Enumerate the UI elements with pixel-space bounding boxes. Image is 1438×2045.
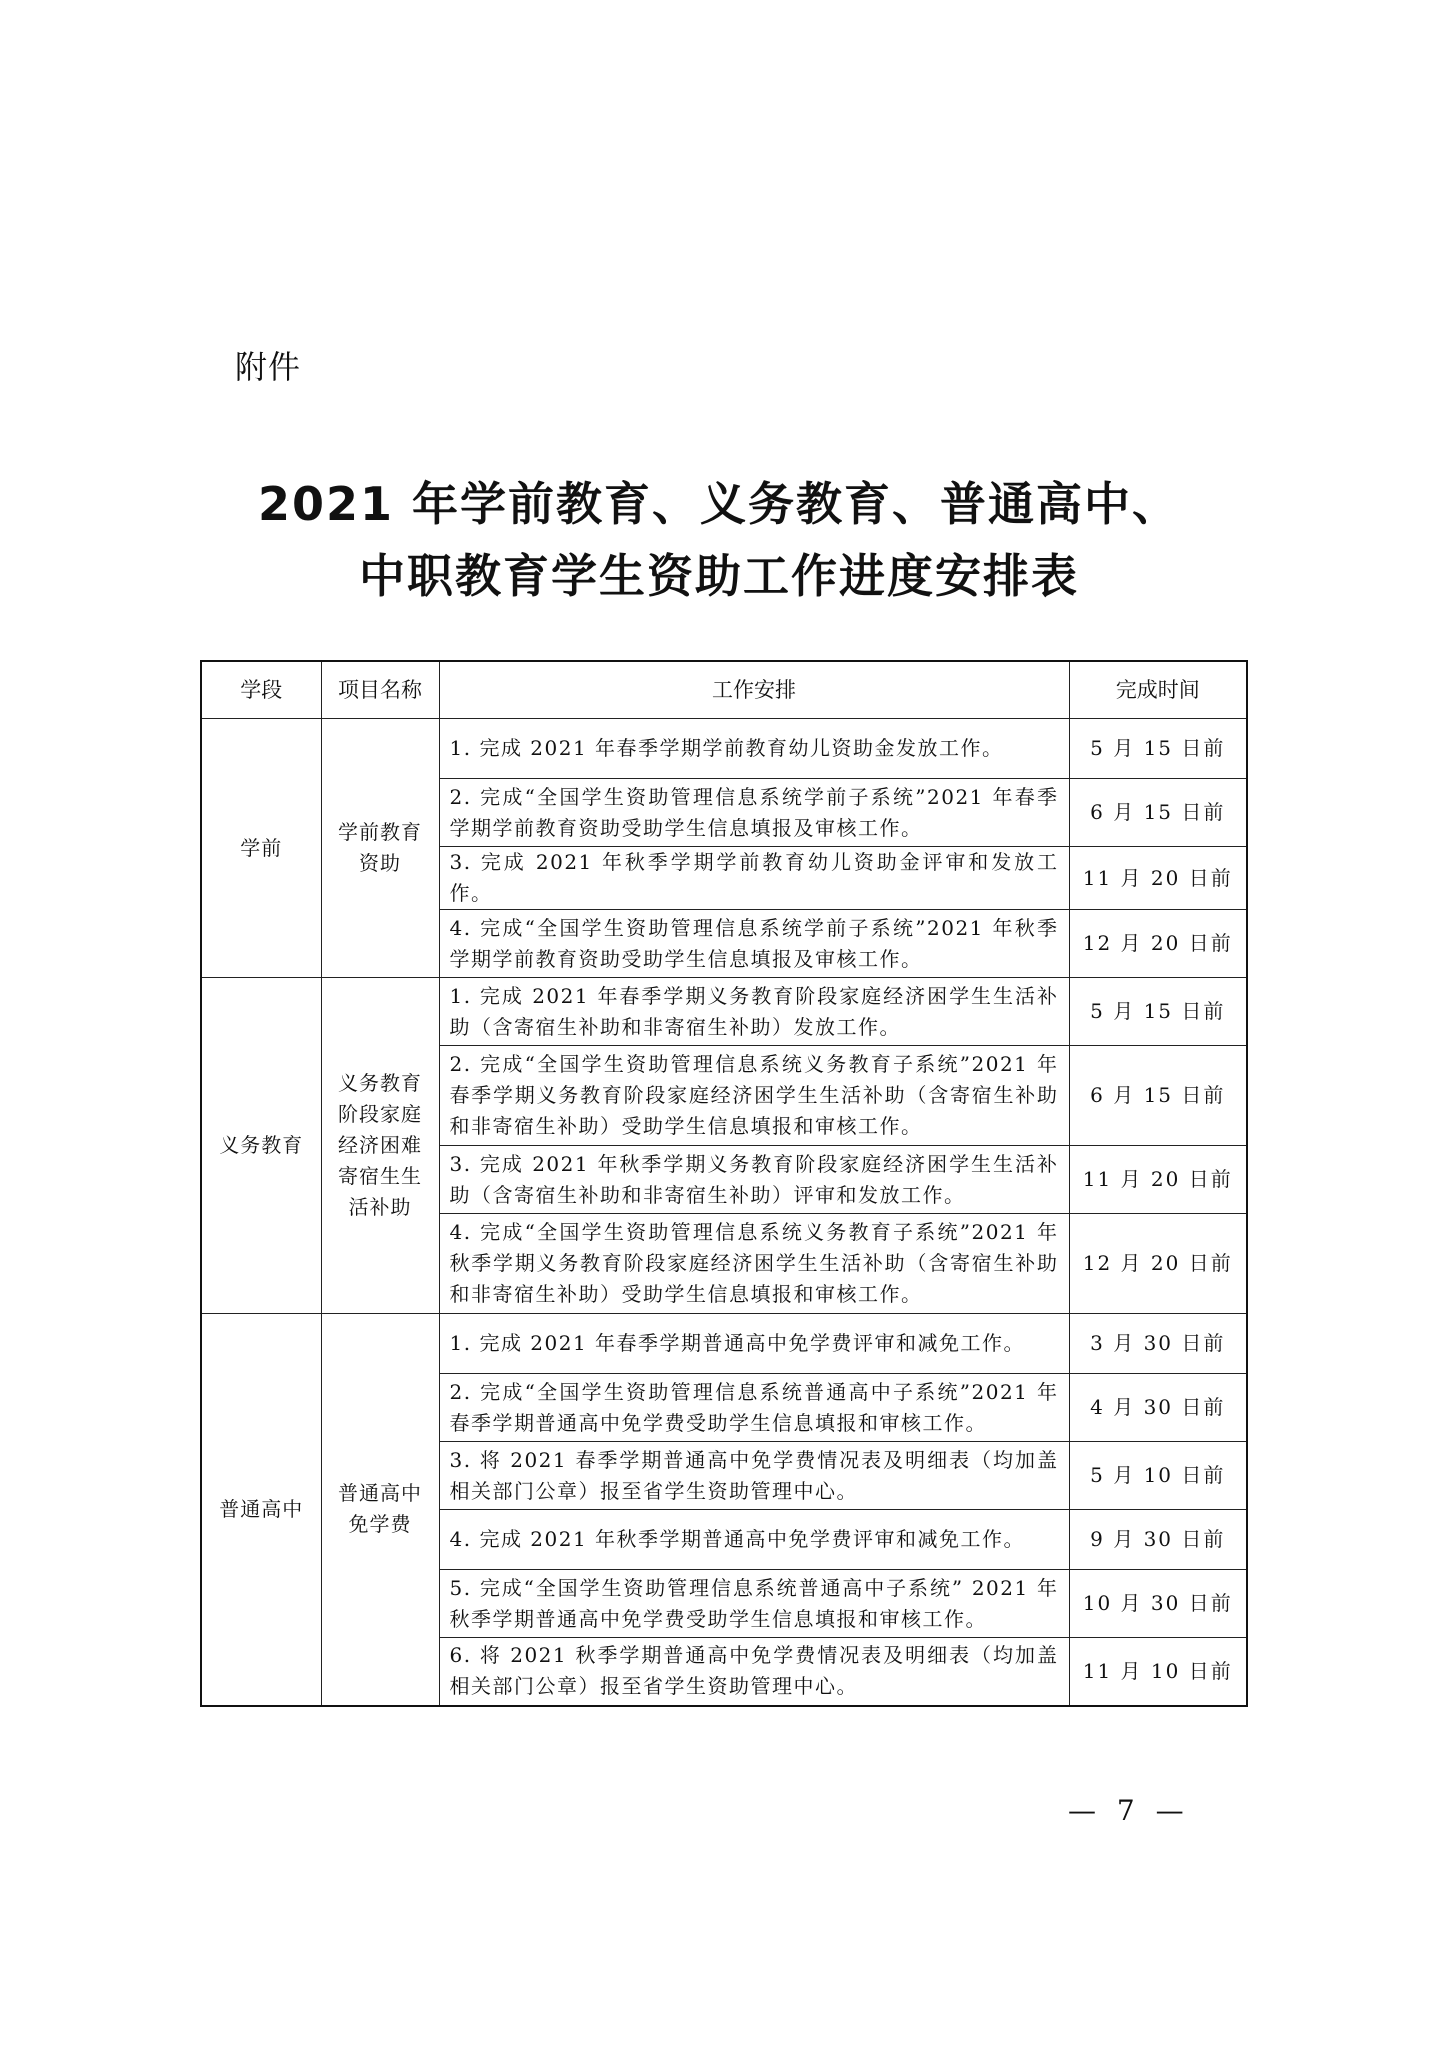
task-cell: 5. 完成“全国学生资助管理信息系统普通高中子系统” 2021 年秋季学期普通高中免学费受助学生信息填报和审核工作。: [439, 1570, 1069, 1638]
stage-cell-compulsory: 义务教育: [201, 978, 321, 1314]
deadline-cell: 12 月 20 日前: [1069, 910, 1247, 978]
deadline-cell: 11 月 20 日前: [1069, 1146, 1247, 1214]
document-title-line-2: 中职教育学生资助工作进度安排表: [359, 549, 1079, 603]
task-cell: 2. 完成“全国学生资助管理信息系统普通高中子系统”2021 年春季学期普通高中免学费受助学生信息填报和审核工作。: [439, 1374, 1069, 1442]
task-cell: 3. 将 2021 春季学期普通高中免学费情况表及明细表（均加盖相关部门公章）报至省学生资助管理中心。: [439, 1442, 1069, 1510]
project-cell-preschool: [321, 719, 439, 978]
page-number: — 7 —: [1068, 1794, 1190, 1827]
project-cell-compulsory: [321, 978, 439, 1314]
stage-cell-preschool: 学前: [201, 719, 321, 978]
task-cell: 4. 完成“全国学生资助管理信息系统学前子系统”2021 年秋季学期学前教育资助受助学生信息填报及审核工作。: [439, 910, 1069, 978]
task-cell: 1. 完成 2021 年春季学期义务教育阶段家庭经济困学生生活补助（含寄宿生补助和非寄宿生补助）发放工作。: [439, 978, 1069, 1046]
table-row: [201, 719, 1247, 779]
table-row: [201, 978, 1247, 1046]
task-cell: 4. 完成“全国学生资助管理信息系统义务教育子系统”2021 年秋季学期义务教育阶段家庭经济困学生生活补助（含寄宿生补助和非寄宿生补助）受助学生信息填报和审核工作。: [439, 1214, 1069, 1314]
header-project: 项目名称: [321, 661, 439, 719]
header-task: 工作安排: [439, 661, 1069, 719]
project-label: 学前教育 资助: [338, 820, 422, 875]
deadline-cell: 9 月 30 日前: [1069, 1510, 1247, 1570]
deadline-cell: 6 月 15 日前: [1069, 779, 1247, 847]
deadline-cell: 5 月 15 日前: [1069, 719, 1247, 779]
stage-cell-highschool: 普通高中: [201, 1314, 321, 1706]
deadline-cell: 3 月 30 日前: [1069, 1314, 1247, 1374]
task-cell: 6. 将 2021 秋季学期普通高中免学费情况表及明细表（均加盖相关部门公章）报至省学生资助管理中心。: [439, 1638, 1069, 1706]
task-cell: 3. 完成 2021 年秋季学期学前教育幼儿资助金评审和发放工作。: [439, 847, 1069, 910]
project-label: 义务教育 阶段家庭 经济困难 寄宿生生 活补助: [338, 1071, 422, 1219]
header-deadline: 完成时间: [1069, 661, 1247, 719]
document-title-line-1: 2021 年学前教育、义务教育、普通高中、: [257, 477, 1181, 531]
deadline-cell: 5 月 15 日前: [1069, 978, 1247, 1046]
deadline-cell: 11 月 20 日前: [1069, 847, 1247, 910]
task-cell: 4. 完成 2021 年秋季学期普通高中免学费评审和减免工作。: [439, 1510, 1069, 1570]
attachment-label: 附件: [235, 348, 302, 386]
table-row: [201, 1314, 1247, 1374]
deadline-cell: 11 月 10 日前: [1069, 1638, 1247, 1706]
header-row: [201, 661, 1247, 719]
task-cell: 1. 完成 2021 年春季学期学前教育幼儿资助金发放工作。: [439, 719, 1069, 779]
project-label: 普通高中 免学费: [338, 1481, 422, 1537]
project-cell-highschool: [321, 1314, 439, 1706]
task-cell: 1. 完成 2021 年春季学期普通高中免学费评审和减免工作。: [439, 1314, 1069, 1374]
deadline-cell: 5 月 10 日前: [1069, 1442, 1247, 1510]
task-cell: 2. 完成“全国学生资助管理信息系统学前子系统”2021 年春季学期学前教育资助受助学生信息填报及审核工作。: [439, 779, 1069, 847]
deadline-cell: 10 月 30 日前: [1069, 1570, 1247, 1638]
schedule-table: [200, 660, 1248, 1707]
task-cell: 2. 完成“全国学生资助管理信息系统义务教育子系统”2021 年春季学期义务教育阶段家庭经济困学生生活补助（含寄宿生补助和非寄宿生补助）受助学生信息填报和审核工作。: [439, 1046, 1069, 1146]
deadline-cell: 4 月 30 日前: [1069, 1374, 1247, 1442]
header-stage: 学段: [201, 661, 321, 719]
deadline-cell: 12 月 20 日前: [1069, 1214, 1247, 1314]
task-cell: 3. 完成 2021 年秋季学期义务教育阶段家庭经济困学生生活补助（含寄宿生补助和非寄宿生补助）评审和发放工作。: [439, 1146, 1069, 1214]
deadline-cell: 6 月 15 日前: [1069, 1046, 1247, 1146]
